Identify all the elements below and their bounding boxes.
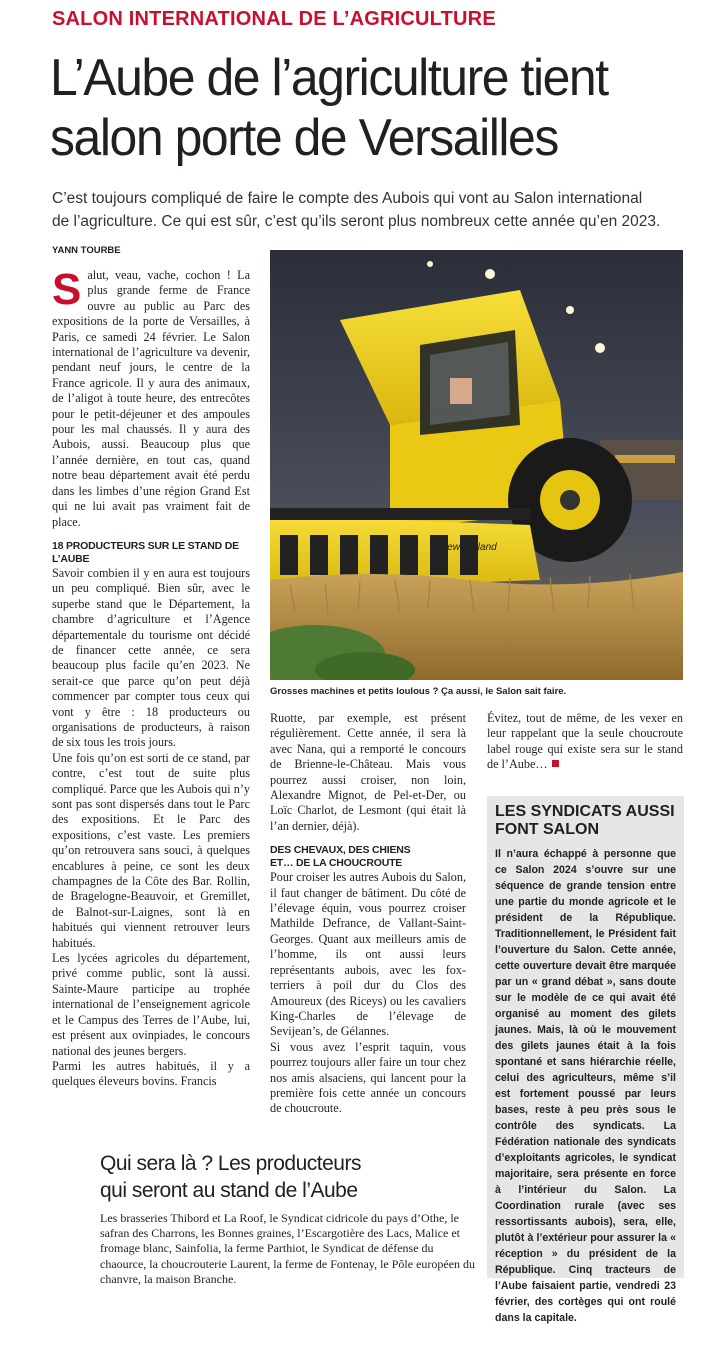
producers-box-title — [100, 1150, 480, 1204]
headline — [50, 48, 664, 168]
article-paragraph — [487, 711, 683, 773]
article-paragraph: Savoir combien il y en aura est toujours un peu compliqué. Bien sûr, avec le superbe stand que le Département, la chambre d’agriculture et l’Agence départementale du tourisme ont décidé de financer cette année, ce sera beaucoup plus facile qu’en 2023. Ne serait-ce que parce qu’on peut déjà commencer par compter tous ceux qui vont y être : 18 producteurs ou organisations de producteurs, à raison de six tous les trois jours. — [52, 565, 250, 750]
photo-caption: Grosses machines et petits loulous ? Ça aussi, le Salon sait faire. — [270, 686, 567, 697]
sidebar-title-line: LES SYNDICATS AUSSI — [495, 803, 675, 820]
article-column-2 — [270, 711, 466, 1117]
headline-line: salon porte de Versailles — [50, 109, 558, 167]
sidebar-title — [495, 803, 680, 839]
article-paragraph: Pour croiser les autres Aubois du Salon, il faut changer de bâtiment. Du côté de l’élevage équin, vous pourrez croiser Mathilde Defrance, de Vallant-Saint-Georges. Quant aux meilleurs amis de l’homme, ils ont aussi leurs représentants aubois, avec les fox-terriers à poil dur du Clos des Amoureux (des Riceys) ou les cavaliers King-Charles de l’élevage de Sevijean’s, de Gélannes. — [270, 870, 466, 1039]
author-byline: YANN TOURBE — [52, 245, 121, 256]
article-paragraph: Les lycées agricoles du département, privé comme public, sont là aussi. Sainte-Maure participe au trophée international de l’enseignement agricole et le Campus des Terres de l’Aube, lui, est présent aux ovinpiades, le concours national des jeunes bergers. — [52, 951, 250, 1058]
paragraph-text: alut, veau, vache, cochon ! La plus grande ferme de France ouvre au public au Parc des expositions de la porte de Versailles, à Paris, ce samedi 24 février. Le Salon international de l’agriculture va devenir, pendant neuf jours, le centre de la France agricole. Il y aura des animaux, de l’aligot à toute heure, des entrecôtes pour le petit-déjeuner et des ampoules pour les mal chaussés. Il y aura des Aubois, aussi. Beaucoup plus que l’année dernière, en tout cas, quand notre beau département avait été perdu dans les limbes d’une région Grand Est qui ne lui avait pas vraiment fait de place. — [52, 268, 250, 529]
brand-lettering: New Holland — [440, 542, 497, 553]
paragraph-text: Évitez, tout de même, de les vexer en leur rappelant que la seule choucroute label rouge qui existe sera sur le stand de l’Aube… — [487, 711, 683, 772]
article-paragraph: Ruotte, par exemple, est présent régulièrement. Cette année, il sera là avec Nana, qui a remporté le concours de Brienne-le-Château. Mais vous pourrez aussi croiser, non loin, Alexandre Mignot, de Pel-et-Der, ou Loïc Charlot, de Lesmont (qui était là l’an dernier, déjà). — [270, 711, 466, 833]
producers-title-line: Qui sera là ? Les producteurs — [100, 1152, 361, 1175]
lead-line: C’est toujours compliqué de faire le compte des Aubois qui vont au Salon international — [52, 190, 643, 207]
drop-cap: S — [52, 265, 82, 314]
intertitle — [270, 844, 466, 870]
harvester-illustration — [270, 250, 683, 680]
lead-paragraph — [52, 187, 692, 233]
article-column-1 — [52, 265, 250, 1090]
intertitle: 18 PRODUCTEURS SUR LE STAND DE L’AUBE — [52, 539, 239, 565]
section-kicker: SALON INTERNATIONAL DE L’AGRICULTURE — [52, 8, 496, 30]
intertitle-line: ET… DE LA CHOUCROUTE — [270, 857, 403, 870]
lead-line: de l’agriculture. Ce qui est sûr, c’est qu’ils seront plus nombreux cette année qu’en 2023. — [52, 213, 661, 230]
article-paragraph: Parmi les autres habitués, il y a quelques éleveurs bovins. Francis — [52, 1058, 250, 1089]
article-paragraph — [52, 265, 250, 530]
sidebar-title-line: FONT SALON — [495, 821, 599, 838]
sidebar-text: Il n’aura échappé à personne que ce Salon 2024 s’ouvre sur une séquence de grande tension entre une partie du monde agricole et le président de la République. Traditionnellement, le Président fait l’ouverture du Salon. Cette année, cette ouverture devait être marquée par un « grand débat », sans doute sur le modèle de ce qui avait été organisé au moment des gilets jaunes. Mais, là où le mouvement des gilets jaunes était à la fois spontané et sans hiérarchie réelle, celui des agriculteurs, même s’il est fortement poussé par leurs bases, reste à peu près sous le contrôle des syndicats. La Fédération nationale des syndicats d’exploitants agricoles, le syndicat majoritaire, sera présente en force à l’intérieur du Salon. La Coordination rurale (avec ses ressortissants aubois), sera, elle, plutôt à l’extérieur pour assurer la « réception » du président de la République. Cinq tracteurs de l’Aube faisaient partie, vendredi 23 février, des cortèges qui ont roulé dans la capitale. — [495, 848, 676, 1324]
article-paragraph: Si vous avez l’esprit taquin, vous pourrez toujours aller faire un tour chez nos amis alsaciens, qui lancent pour la première fois cette année un concours de choucroute. — [270, 1039, 466, 1116]
headline-line: L’Aube de l’agriculture tient — [50, 49, 608, 107]
producers-list: Les brasseries Thibord et La Roof, le Syndicat cidricole du pays d’Othe, le safran des Charrons, les Bonnes graines, l’Escargotière des Lacs, Malice et fromage blanc, Sainfolia, la ferme Parthiot, le Syndicat de défense du chaource, la choucrouterie Laurent, la ferme de Fontenay, le Pôle européen du chanvre, la maison Branche. — [100, 1211, 476, 1286]
article-column-3 — [487, 711, 683, 773]
intertitle-line: DES CHEVAUX, DES CHIENS — [270, 844, 411, 857]
harvester-photo — [270, 250, 683, 680]
end-of-article-mark — [552, 760, 559, 767]
article-paragraph: Une fois qu’on est sorti de ce stand, par contre, c’est tout de suite plus compliqué. Parce que les Aubois qui n’y sont pas sont dispersés dans tout le Parc des expositions. Et le Parc des expositions, c’est vaste. Les premiers qu’on retrouvera sans souci, à quelques encablures à peine, ce sont les deux champagnes de la Côte des Bar. Rollin, de Bragelogne-Beauvoir, et Gremillet, de Balnot-sur-Laignes, sont là en habitués qui viennent retrouver leurs habitués. — [52, 750, 250, 950]
producers-title-line: qui seront au stand de l’Aube — [100, 1179, 358, 1202]
